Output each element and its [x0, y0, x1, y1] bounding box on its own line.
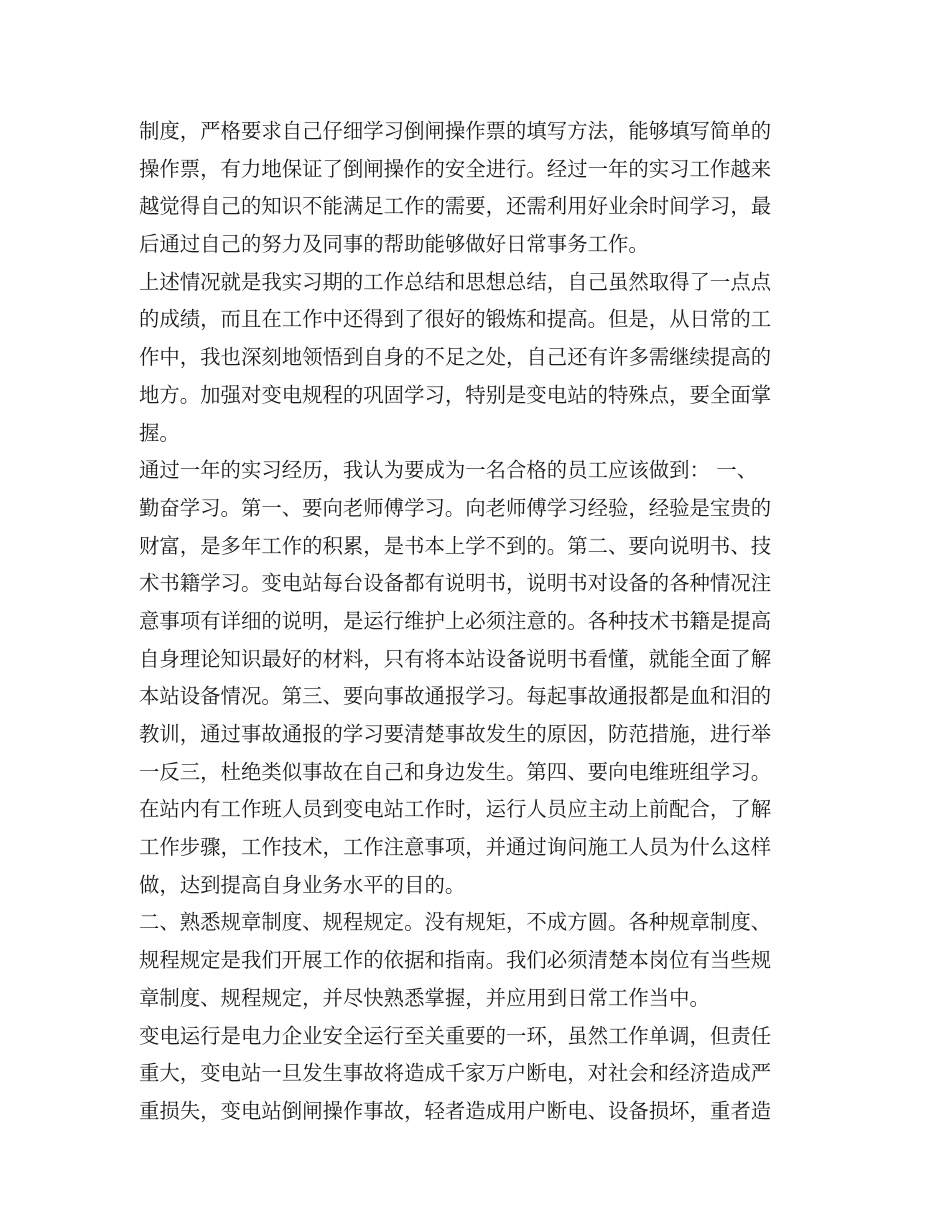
text-line: 变电运行是电力企业安全运行至关重要的一环，虽然工作单调，但责任	[139, 1023, 772, 1048]
text-line: 章制度、规程规定，并尽快熟悉掌握，并应用到日常工作当中。	[139, 985, 710, 1010]
text-line: 操作票，有力地保证了倒闸操作的安全进行。经过一年的实习工作越来	[139, 156, 772, 181]
text-line: 上述情况就是我实习期的工作总结和思想总结，自己虽然取得了一点点	[139, 269, 772, 294]
text-line: 规程规定是我们开展工作的依据和指南。我们必须清楚本岗位有当些规	[139, 948, 772, 973]
text-line: 的成绩，而且在工作中还得到了很好的锻炼和提高。但是，从日常的工	[139, 307, 772, 332]
text-line: 握。	[139, 420, 180, 445]
text-line: 作中，我也深刻地领悟到自身的不足之处，自己还有许多需继续提高的	[139, 345, 772, 370]
text-line: 地方。加强对变电规程的巩固学习，特别是变电站的特殊点，要全面掌	[139, 382, 772, 407]
text-line: 做，达到提高自身业务水平的目的。	[139, 872, 466, 897]
text-line: 二、熟悉规章制度、规程规定。没有规矩，不成方圆。各种规章制度、	[139, 910, 772, 935]
text-line: 重大，变电站一旦发生事故将造成千家万户断电，对社会和经济造成严	[139, 1061, 772, 1086]
text-line: 财富，是多年工作的积累，是书本上学不到的。第二、要向说明书、技	[139, 533, 772, 558]
text-line: 意事项有详细的说明，是运行维护上必须注意的。各种技术书籍是提高	[139, 608, 772, 633]
text-line: 一反三，杜绝类似事故在自己和身边发生。第四、要向电维班组学习。	[139, 759, 772, 784]
text-line: 重损失，变电站倒闸操作事故，轻者造成用户断电、设备损坏，重者造	[139, 1098, 772, 1123]
text-line: 勤奋学习。第一、要向老师傅学习。向老师傅学习经验，经验是宝贵的	[139, 495, 772, 520]
text-line: 后通过自己的努力及同事的帮助能够做好日常事务工作。	[139, 232, 649, 257]
text-line: 制度，严格要求自己仔细学习倒闸操作票的填写方法，能够填写简单的	[139, 119, 772, 143]
text-line: 在站内有工作班人员到变电站工作时，运行人员应主动上前配合，了解	[139, 797, 772, 822]
text-line: 工作步骤，工作技术，工作注意事项，并通过询问施工人员为什么这样	[139, 835, 772, 860]
text-line: 越觉得自己的知识不能满足工作的需要，还需利用好业余时间学习，最	[139, 194, 772, 219]
body-text	[139, 113, 819, 1131]
text-line: 通过一年的实习经历，我认为要成为一名合格的员工应该做到： 一、	[139, 458, 758, 483]
text-line: 本站设备情况。第三、要向事故通报学习。每起事故通报都是血和泪的	[139, 684, 772, 709]
text-line: 自身理论知识最好的材料，只有将本站设备说明书看懂，就能全面了解	[139, 646, 772, 671]
text-line: 术书籍学习。变电站每台设备都有说明书，说明书对设备的各种情况注	[139, 571, 772, 596]
text-line: 教训，通过事故通报的学习要清楚事故发生的原因，防范措施，进行举	[139, 722, 772, 746]
